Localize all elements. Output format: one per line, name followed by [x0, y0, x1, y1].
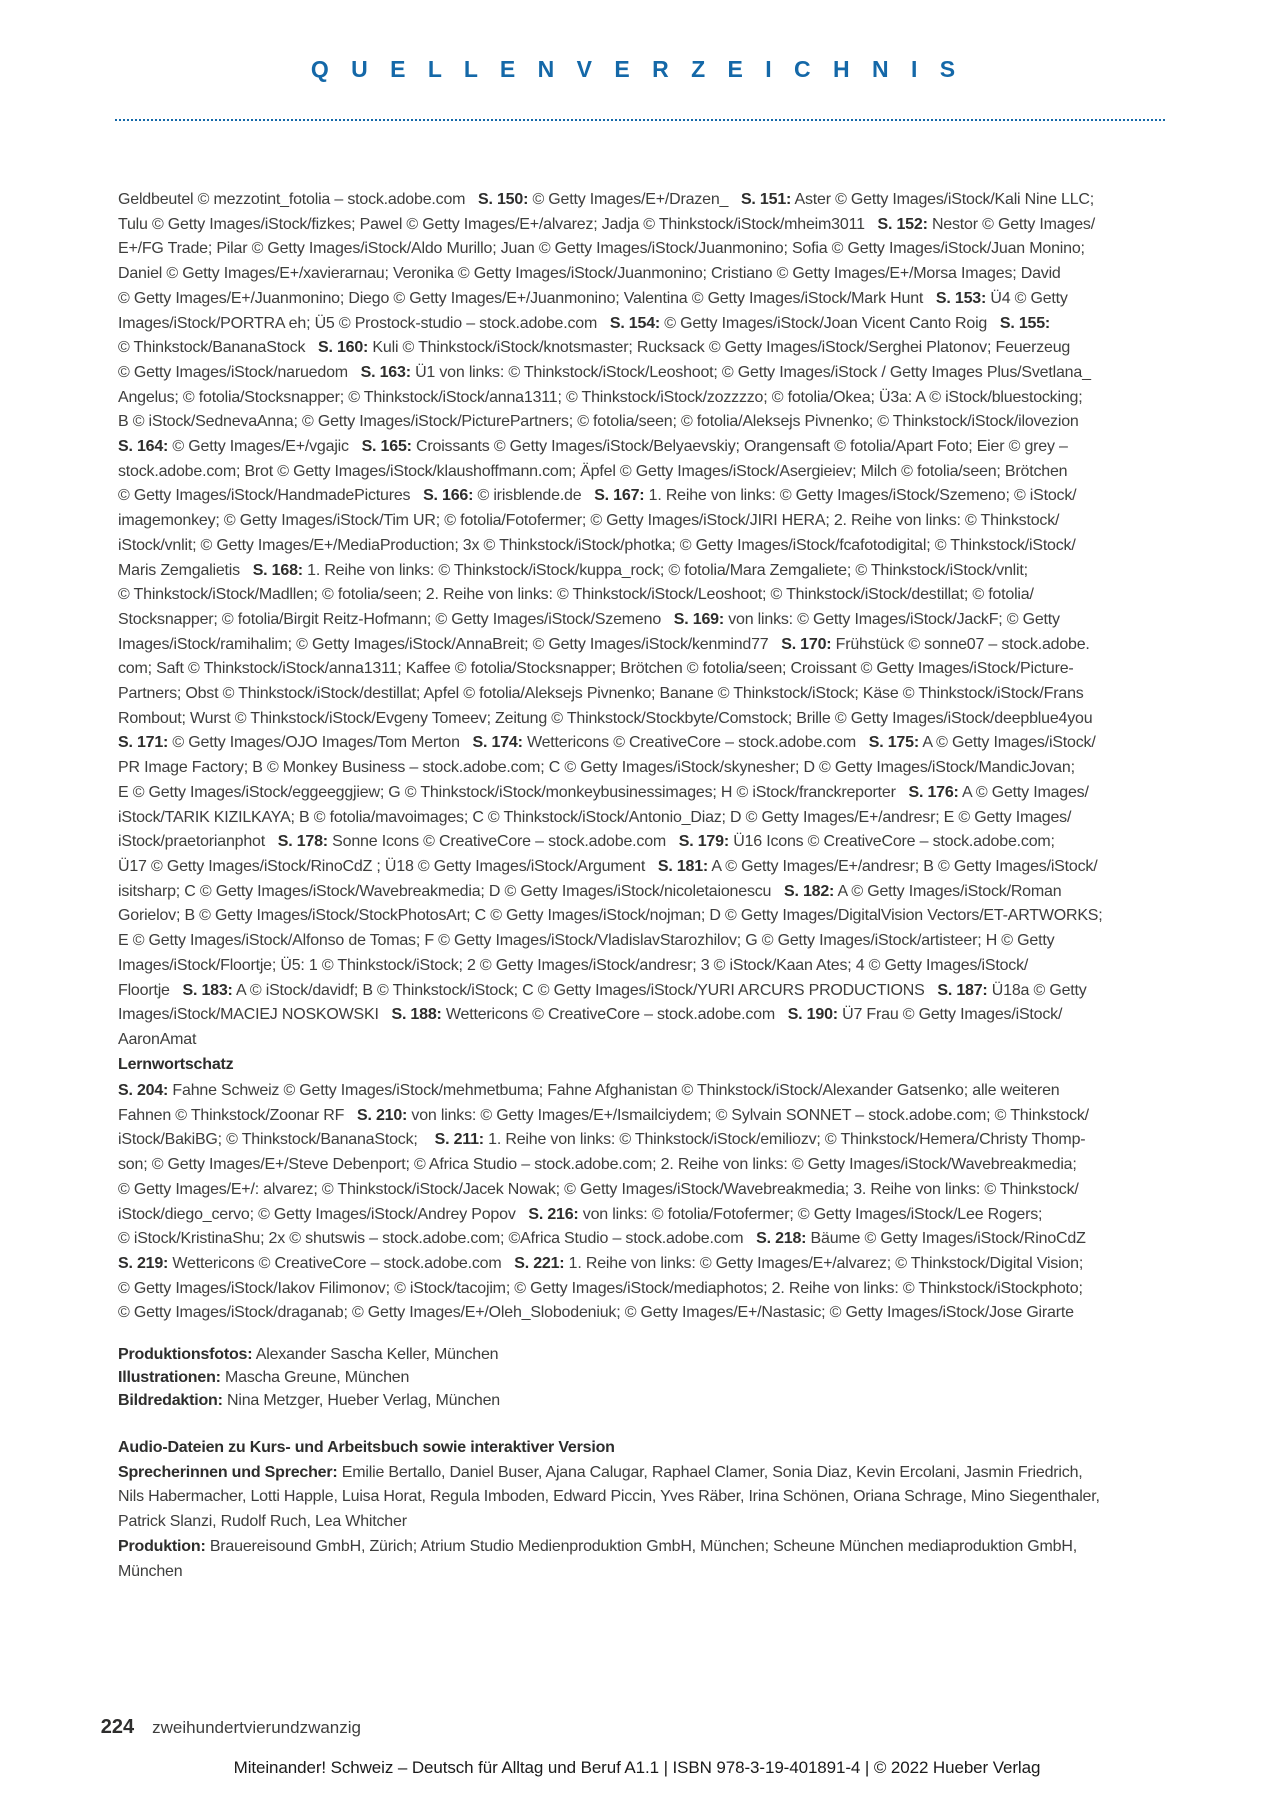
text-run: Wettericons © CreativeCore – stock.adobe.com [441, 1006, 788, 1024]
text-run: Angelus; © fotolia/Stocksnapper; © Thinkstock/iStock/anna1311; © Thinkstock/iStock/zozzzzo; © fotolia/Okea; Ü3a: A © iStock/bluestocking; [118, 388, 1083, 406]
text-run: Bäume © Getty Images/iStock/RinoCdZ [806, 1230, 1086, 1248]
text-run: PR Image Factory; B © Monkey Business – stock.adobe.com; C © Getty Images/iStock/skynesher; D © Getty Images/iStock/MandicJovan; [118, 759, 1075, 777]
text-line [118, 929, 1188, 954]
bold-run: S. 183: [182, 981, 233, 999]
bold-run: S. 150: [478, 191, 529, 208]
text-run: © Getty Images/E+/Drazen_ [528, 191, 741, 208]
text-run: Sonne Icons © CreativeCore – stock.adobe.com [327, 833, 679, 851]
text-line [118, 707, 1188, 732]
footer-page-line [83, 1698, 361, 1757]
text-line [118, 361, 1188, 386]
bold-run: S. 154: [609, 314, 661, 332]
bold-run: S. 164: [118, 438, 169, 456]
page-title: Q U E L L E N V E R Z E I C H N I S [310, 56, 964, 82]
text-line [118, 213, 1188, 238]
text-run: 1. Reihe von links: © Thinkstock/iStock/kuppa_rock; © fotolia/Mara Zemgaliete; © Thinkstock/iStock/vnlit; [302, 561, 1028, 579]
bold-run: S. 218: [756, 1230, 807, 1248]
text-run: © Getty Images/E+/Juanmonino; Diego © Getty Images/E+/Juanmonino; Valentina © Getty Images/iStock/Mark Hunt [118, 289, 936, 307]
text-run: A © iStock/davidf; B © Thinkstock/iStock; C © Getty Images/iStock/YURI ARCURS PRODUCTIONS [232, 981, 938, 999]
text-run: AaronAmat [118, 1030, 197, 1048]
text-run: München [118, 1562, 183, 1580]
bold-run: S. 165: [361, 438, 412, 456]
text-line [118, 1389, 1188, 1412]
text-run: © Getty Images/OJO Images/Tom Merton [168, 734, 473, 752]
text-line [118, 806, 1188, 831]
text-run: A © Getty Images/ [958, 783, 1089, 801]
bold-run: S. 170: [781, 635, 832, 653]
text-run: © Getty Images/E+/: alvarez; © Thinkstock/iStock/Jacek Nowak; © Getty Images/iStock/Wavebreakmedia; 3. Reihe von links: © Thinkstock/ [118, 1180, 1079, 1198]
text-run: © Getty Images/iStock/Joan Vicent Canto Roig [660, 314, 1000, 332]
text-run: © Getty Images/iStock/naruedom [118, 363, 361, 381]
dotted-divider [115, 119, 1165, 121]
text-run: Rombout; Wurst © Thinkstock/iStock/Evgeny Tomeev; Zeitung © Thinkstock/Stockbyte/Comstock; Brille © Getty Images/iStock/deepblue4you [118, 709, 1093, 727]
text-run: Images/iStock/MACIEJ NOSKOWSKI [118, 1006, 392, 1024]
image-credits-block [118, 188, 1188, 1053]
text-run: Emilie Bertallo, Daniel Buser, Ajana Calugar, Raphael Clamer, Sonia Diaz, Kevin Ercolani, Jasmin Friedrich, [337, 1463, 1083, 1481]
text-run: Maris Zemgalietis [118, 561, 253, 579]
bold-run: S. 174: [472, 734, 523, 752]
bold-run: S. 151: [740, 191, 792, 208]
text-run: E © Getty Images/iStock/Alfonso de Tomas; F © Getty Images/iStock/VladislavStarozhilov; G © Getty Images/iStock/artisteer; H © Getty [118, 932, 1055, 950]
text-line [118, 1003, 1188, 1028]
text-line [118, 583, 1188, 608]
text-line [118, 781, 1188, 806]
text-line [118, 336, 1188, 361]
text-run: Ü4 © Getty [986, 289, 1068, 307]
text-run: iStock/vnlit; © Getty Images/E+/MediaProduction; 3x © Thinkstock/iStock/photka; © Getty Images/iStock/fcafotodigital; © Thinkstock/iStock/ [118, 536, 1076, 554]
text-run: Fahne Schweiz © Getty Images/iStock/mehmetbuma; Fahne Afghanistan © Thinkstock/iStock/Alexander Gatsenko; alle weiteren [168, 1082, 1060, 1099]
lernwortschatz-block [118, 1051, 1188, 1326]
bold-run: S. 155: [999, 314, 1051, 332]
text-run: Brauereisound GmbH, Zürich; Atrium Studio Medienproduktion GmbH, München; Scheune München mediaproduktion GmbH, [205, 1537, 1077, 1555]
text-line [118, 435, 1188, 460]
text-line [118, 312, 1188, 337]
text-run: 1. Reihe von links: © Getty Images/E+/alvarez; © Thinkstock/Digital Vision; [564, 1254, 1084, 1272]
text-run: Nina Metzger, Hueber Verlag, München [222, 1392, 500, 1409]
bold-run: Bildredaktion: [118, 1392, 223, 1409]
text-run: Fahnen © Thinkstock/Zoonar RF [118, 1106, 357, 1124]
lernwortschatz-lines [118, 1079, 1188, 1326]
text-line [118, 460, 1188, 485]
text-line [118, 1301, 1188, 1326]
text-run: Stocksnapper; © fotolia/Birgit Reitz-Hofmann; © Getty Images/iStock/Szemeno [118, 610, 674, 628]
text-run: Wettericons © CreativeCore – stock.adobe.com [168, 1254, 515, 1272]
text-run: isitsharp; C © Getty Images/iStock/Wavebreakmedia; D © Getty Images/iStock/nicoletaionescu [118, 882, 784, 900]
bold-run: S. 163: [360, 363, 411, 381]
text-run: Images/iStock/ramihalim; © Getty Images/iStock/AnnaBreit; © Getty Images/iStock/kenmind77 [118, 635, 782, 653]
bold-run: S. 152: [877, 215, 928, 233]
text-run: Nestor © Getty Images/ [927, 215, 1095, 233]
text-run: von links: © Getty Images/E+/Ismailciydem; © Sylvain SONNET – stock.adobe.com; © Thinkstock/ [407, 1106, 1089, 1124]
text-run: Wettericons © CreativeCore – stock.adobe.com [522, 734, 869, 752]
text-run: 1. Reihe von links: © Thinkstock/iStock/emiliozv; © Thinkstock/Hemera/Christy Thomp- [483, 1131, 1086, 1149]
text-run: © Thinkstock/iStock/Madllen; © fotolia/seen; 2. Reihe von links: © Thinkstock/iStock/Leoshoot; © Thinkstock/iStock/destillat; © fotolia/ [118, 586, 1034, 604]
text-run: von links: © fotolia/Fotofermer; © Getty Images/iStock/Lee Rogers; [578, 1205, 1043, 1223]
text-line [118, 954, 1188, 979]
text-run: Frühstück © sonne07 – stock.adobe. [831, 635, 1090, 653]
text-run: A © Getty Images/iStock/ [918, 734, 1096, 752]
text-line [118, 262, 1188, 287]
text-line [118, 1104, 1188, 1129]
text-run: iStock/TARIK KIZILKAYA; B © fotolia/mavoimages; C © Thinkstock/iStock/Antonio_Diaz; D © Getty Images/E+/andresr; E © Getty Images/ [118, 808, 1072, 826]
text-run: B © iStock/SednevaAnna; © Getty Images/iStock/PicturePartners; © fotolia/seen; © fotolia/Aleksejs Pivnenko; © Thinkstock/iStock/ilovezion [118, 413, 1079, 431]
bold-run: Sprecherinnen und Sprecher: [118, 1463, 338, 1481]
bold-run: S. 176: [908, 783, 959, 801]
bold-run: S. 211: [434, 1131, 484, 1149]
bold-run: S. 160: [317, 339, 369, 357]
text-run: Mascha Greune, München [220, 1369, 410, 1386]
bold-run: S. 178: [277, 833, 328, 851]
audio-heading: Audio-Dateien zu Kurs- und Arbeitsbuch sowie interaktiver Version [118, 1439, 615, 1456]
bold-run: S. 175: [868, 734, 919, 752]
text-line [118, 1028, 1188, 1053]
text-run: Tulu © Getty Images/iStock/fizkes; Pawel © Getty Images/E+/alvarez; Jadja © Thinkstock/iStock/mheim3011 [118, 215, 878, 233]
text-run: Floortje [118, 981, 183, 999]
text-run: Geldbeutel © mezzotint_fotolia – stock.adobe.com [118, 191, 479, 208]
bold-run: S. 188: [391, 1006, 442, 1024]
text-line [118, 559, 1188, 584]
text-line [118, 756, 1188, 781]
text-line [118, 682, 1188, 707]
bold-run: S. 169: [673, 610, 724, 628]
text-run: © irisblende.de [473, 487, 595, 505]
bold-run: S. 181: [657, 857, 709, 875]
bold-run: S. 167: [594, 487, 645, 505]
text-run: A © Getty Images/iStock/Roman [834, 882, 1062, 900]
text-line [118, 188, 1188, 213]
text-run: Partners; Obst © Thinkstock/iStock/destillat; Apfel © fotolia/Aleksejs Pivnenko; Banane © Thinkstock/iStock; Käse © Thinkstock/iStock/Frans [118, 685, 1084, 703]
text-line [118, 880, 1188, 905]
page-number-word: zweihundertvierundzwanzig [152, 1718, 361, 1737]
text-line [118, 1366, 1188, 1389]
imprint-line: Miteinander! Schweiz – Deutsch für Alltag und Beruf A1.1 | ISBN 978-3-19-401891-4 | © 2022 Hueber Verlag [233, 1758, 1041, 1777]
text-line [118, 1252, 1188, 1277]
text-line [118, 633, 1188, 658]
text-run: Patrick Slanzi, Rudolf Ruch, Lea Whitcher [118, 1513, 407, 1531]
text-line [118, 1153, 1188, 1178]
bold-run: S. 168: [252, 561, 303, 579]
text-run: iStock/diego_cervo; © Getty Images/iStock/Andrey Popov [118, 1205, 529, 1223]
text-run: © Getty Images/iStock/Iakov Filimonov; © iStock/tacojim; © Getty Images/iStock/mediaphotos; 2. Reihe von links: © Thinkstock/iStockphoto; [118, 1279, 1083, 1297]
text-line [118, 979, 1188, 1004]
text-run: Gorielov; B © Getty Images/iStock/StockPhotosArt; C © Getty Images/iStock/nojman; D © Getty Images/DigitalVision Vectors/ET-ARTWORKS; [118, 907, 1103, 925]
text-run: Daniel © Getty Images/E+/xavierarnau; Veronika © Getty Images/iStock/Juanmonino; Cristiano © Getty Images/E+/Morsa Images; David [118, 265, 1061, 283]
text-line [118, 855, 1188, 880]
text-line [118, 287, 1188, 312]
text-run: iStock/BakiBG; © Thinkstock/BananaStock; [118, 1131, 435, 1149]
text-line [118, 1227, 1188, 1252]
text-run: © Getty Images/iStock/HandmadePictures [118, 487, 424, 505]
text-line [118, 1277, 1188, 1302]
text-run: Ü7 Frau © Getty Images/iStock/ [837, 1006, 1063, 1024]
text-run: Images/iStock/Floortje; Ü5: 1 © Thinkstock/iStock; 2 © Getty Images/iStock/andresr; 3 © iStock/Kaan Ates; 4 © Getty Images/iStock/ [118, 956, 1029, 974]
text-run: Nils Habermacher, Lotti Happle, Luisa Horat, Regula Imboden, Edward Piccin, Yves Räber, Irina Schönen, Oriana Schrage, Mino Siegenthaler, [118, 1488, 1100, 1506]
text-line [118, 1510, 1188, 1535]
text-line [118, 386, 1188, 411]
text-run: von links: © Getty Images/iStock/JackF; © Getty [723, 610, 1060, 628]
bold-run: S. 210: [356, 1106, 408, 1124]
text-run: © Getty Images/iStock/draganab; © Getty Images/E+/Oleh_Slobodeniuk; © Getty Images/E+/Nastasic; © Getty Images/iStock/Jose Girarte [118, 1304, 1074, 1322]
bold-run: S. 219: [118, 1254, 169, 1272]
text-run: Images/iStock/PORTRA eh; Ü5 © Prostock-studio – stock.adobe.com [118, 314, 610, 332]
text-run: E © Getty Images/iStock/eggeeggjiew; G © Thinkstock/iStock/monkeybusinessimages; H © iStock/franckreporter [118, 783, 909, 801]
text-line [118, 904, 1188, 929]
text-run: Alexander Sascha Keller, München [252, 1346, 499, 1363]
text-run: imagemonkey; © Getty Images/iStock/Tim UR; © fotolia/Fotofermer; © Getty Images/iStock/JIRI HERA; 2. Reihe von links: © Thinkstock/ [118, 512, 1060, 530]
text-run: © Thinkstock/BananaStock [118, 339, 318, 357]
text-run: stock.adobe.com; Brot © Getty Images/iStock/klaushoffmann.com; Äpfel © Getty Images/iStock/Asergieiev; Milch © fotolia/seen; Brötchen [118, 462, 1068, 480]
text-run: Ü1 von links: © Thinkstock/iStock/Leoshoot; © Getty Images/iStock / Getty Images Plus/Svetlana_ [410, 363, 1091, 381]
text-run: Ü18a © Getty [987, 981, 1087, 999]
text-line [118, 1485, 1188, 1510]
bold-run: S. 221: [514, 1254, 565, 1272]
text-line [118, 534, 1188, 559]
text-run: A © Getty Images/E+/andresr; B © Getty Images/iStock/ [708, 857, 1098, 875]
bold-run: S. 216: [528, 1205, 579, 1223]
bold-run: Produktion: [118, 1537, 206, 1555]
bold-run: S. 187: [937, 981, 988, 999]
text-run: com; Saft © Thinkstock/iStock/anna1311; Kaffee © fotolia/Stocksnapper; Brötchen © fotolia/seen; Croissant © Getty Images/iStock/Picture- [118, 660, 1074, 678]
text-line [118, 1178, 1188, 1203]
bold-run: S. 166: [423, 487, 474, 505]
text-run: Aster © Getty Images/iStock/Kali Nine LLC; [791, 191, 1095, 208]
audio-lines [118, 1461, 1188, 1585]
text-line [118, 608, 1188, 633]
text-line [118, 1535, 1188, 1560]
bold-run: S. 190: [787, 1006, 838, 1024]
text-run: Ü16 Icons © CreativeCore – stock.adobe.com; [728, 833, 1055, 851]
text-run: 1. Reihe von links: © Getty Images/iStock/Szemeno; © iStock/ [644, 487, 1077, 505]
text-line [118, 410, 1188, 435]
lernwortschatz-heading: Lernwortschatz [118, 1056, 234, 1073]
text-line [118, 1203, 1188, 1228]
bold-run: S. 179: [678, 833, 729, 851]
text-run: Ü17 © Getty Images/iStock/RinoCdZ ; Ü18 © Getty Images/iStock/Argument [118, 857, 658, 875]
text-line [118, 1461, 1188, 1486]
bold-run: Illustrationen: [118, 1369, 221, 1386]
bold-run: S. 153: [935, 289, 987, 307]
text-run: Kuli © Thinkstock/iStock/knotsmaster; Rucksack © Getty Images/iStock/Serghei Platonov; Feuerzeug [368, 339, 1071, 357]
bold-run: S. 182: [784, 882, 835, 900]
bold-run: Produktionsfotos: [118, 1346, 253, 1363]
text-run: son; © Getty Images/E+/Steve Debenport; © Africa Studio – stock.adobe.com; 2. Reihe von links: © Getty Images/iStock/Wavebreakmedia; [118, 1156, 1077, 1174]
text-line [118, 1079, 1188, 1104]
text-line [118, 509, 1188, 534]
page-number: 224 [100, 1716, 135, 1738]
bold-run: S. 204: [118, 1082, 169, 1099]
text-line [118, 1560, 1188, 1585]
audio-credits-block [118, 1436, 1188, 1584]
text-line [118, 1343, 1188, 1366]
text-line [118, 657, 1188, 682]
text-run: iStock/praetorianphot [118, 833, 278, 851]
text-run: © iStock/KristinaShu; 2x © shutswis – stock.adobe.com; ©Africa Studio – stock.adobe.com [118, 1230, 757, 1248]
production-credits-block [118, 1343, 1188, 1412]
bold-run: S. 171: [118, 734, 169, 752]
text-run: © Getty Images/E+/vgajic [168, 438, 362, 456]
text-line [118, 1128, 1188, 1153]
text-line [118, 830, 1188, 855]
text-run: Croissants © Getty Images/iStock/Belyaevskiy; Orangensaft © fotolia/Apart Foto; Eier © grey – [411, 438, 1068, 456]
text-line [118, 237, 1188, 262]
text-run: E+/FG Trade; Pilar © Getty Images/iStock/Aldo Murillo; Juan © Getty Images/iStock/Juanmonino; Sofia © Getty Images/iStock/Juan Monino; [118, 240, 1085, 258]
text-line [118, 731, 1188, 756]
text-line [118, 484, 1188, 509]
